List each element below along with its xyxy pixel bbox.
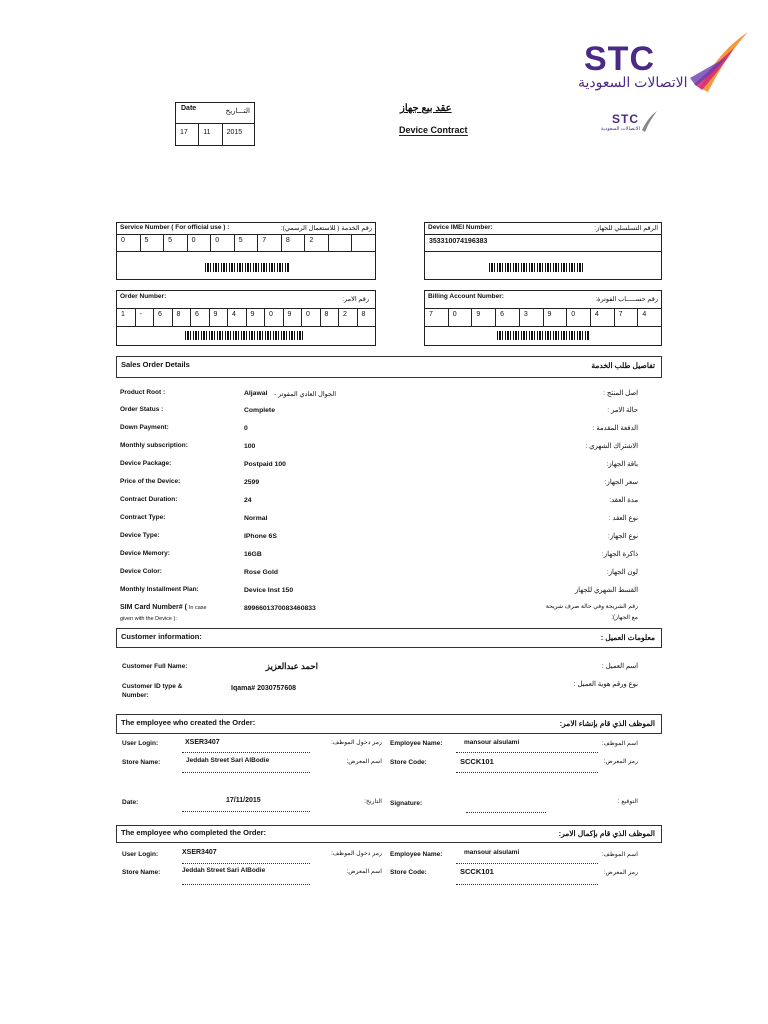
digit-cell: 0 [211,235,235,251]
sales-row-value: 0 [244,425,248,432]
digit-cell: 5 [141,235,165,251]
digit-cell: 0 [117,235,141,251]
sim-value: 8996601370083460833 [244,605,316,612]
imei-label-ar: الرقم التسلسلي للجهاز: [594,225,658,232]
customer-name-ar: اسم العميل : [601,663,638,670]
sales-row-value: 16GB [244,551,262,558]
sales-row-label-ar: القسط الشهري للجهاز [574,587,638,594]
completed-user-login-line [182,863,310,864]
digit-cell: 9 [284,309,303,326]
sales-row-value: Device Inst 150 [244,587,294,594]
sales-row-label-ar: الدفعة المقدمة : [592,425,638,432]
digit-cell: 5 [164,235,188,251]
completed-employee-name: mansour alsulami [464,849,520,856]
billing-account-label: Billing Account Number: [428,293,504,300]
sales-row-value: Normal [244,515,268,522]
created-signature-line [466,812,546,813]
date-day: 17 [176,124,199,145]
customer-header-ar: معلومات العميل : [600,633,655,642]
sales-row-value: 24 [244,497,252,504]
sales-row-label: Order Status : [120,406,164,413]
sales-row-label: Contract Type: [120,514,166,521]
sales-row-value-ar: الجوال العادي المفوتر - [274,391,336,398]
imei-label: Device IMEI Number: [428,224,493,231]
created-store-code-ar: رمز المعرض: [603,758,638,765]
billing-account-label-ar: رقم حســـــاب الفوترة: [595,296,658,303]
date-month: 11 [199,124,222,145]
order-number-digits [117,309,375,327]
created-store-code-label: Store Code: [390,759,427,766]
title-ar: عقد بيع جهاز [400,103,452,114]
sales-row-value: 2599 [244,479,260,486]
created-store-name-label: Store Name: [122,759,161,766]
billing-account-digits [425,309,661,327]
imei-box [424,222,662,280]
created-user-login: XSER3407 [185,739,220,746]
service-number-digits [117,235,375,252]
stc-logo-arabic: الاتصالات السعودية [578,74,688,90]
customer-name-value: احمد عبدالعزيز [265,661,318,671]
sales-row-value: Postpaid 100 [244,461,286,468]
sim-label-small: In case [188,605,207,611]
completed-store-name-label: Store Name: [122,869,161,876]
stc-small-logo-arabic: الاتصالات السعودية [600,126,640,132]
created-date-ar: التاريخ: [364,798,382,805]
created-store-name-ar: اسم المعرض: [346,758,382,765]
sales-order-header [116,356,662,378]
created-signature-label: Signature: [390,800,423,807]
completed-user-login-label: User Login: [122,851,159,858]
digit-cell: 9 [472,309,496,326]
completed-header [116,825,662,843]
date-label-ar: التـــاريخ [225,108,250,115]
completed-store-name-ar: اسم المعرض: [346,868,382,875]
sim-label-ar-2: مع الجهاز): [611,615,638,621]
digit-cell [329,235,353,251]
stc-small-logo [600,110,660,136]
sales-row-label-ar: سعر الجهاز: [604,479,638,486]
stc-logo [572,40,752,110]
order-number-box [116,290,376,346]
digit-cell: 4 [642,311,647,318]
digit-cell: 4 [591,309,615,326]
digit-cell: 7 [615,309,639,326]
digit-cell: 8 [282,235,306,251]
completed-employee-ar: اسم الموظف: [601,851,638,858]
completed-store-code-label: Store Code: [390,869,427,876]
stc-small-logo-text: STC [612,112,639,126]
order-number-label-ar: رقم الامر: [342,296,369,303]
digit-cell: 8 [361,311,366,318]
digit-cell: 0 [449,309,473,326]
digit-cell: 1 [117,309,136,326]
sales-row-label-ar: مدة العقد: [609,497,638,504]
sales-row-label: Down Payment: [120,424,169,431]
digit-cell: 9 [544,309,568,326]
digit-cell: 6 [496,309,520,326]
customer-id-ar: نوع ورقم هوية العميل : [573,681,638,688]
sales-row-value: IPhone 6S [244,533,277,540]
digit-cell: 2 [339,309,358,326]
sim-label [120,604,207,611]
completed-store-name: Jeddah Street Sari AlBodie [182,867,266,874]
sales-order-header-en: Sales Order Details [121,360,190,369]
created-user-login-ar: رمز دخول الموظف: [331,739,382,746]
sales-row-label-ar: لون الجهاز: [606,569,638,576]
sales-row-value: Complete [244,407,275,414]
stc-small-swoosh-icon [640,110,658,132]
created-employee-line [456,752,598,753]
digit-cell: 0 [567,309,591,326]
digit-cell: - [136,309,155,326]
customer-header-en: Customer information: [121,632,202,641]
completed-employee-label: Employee Name: [390,851,443,858]
sales-row-label-ar: اصل المنتج : [603,390,638,397]
customer-header [116,628,662,648]
digit-cell: 0 [188,235,212,251]
date-year: 2015 [226,129,243,136]
imei-value: 353310074196383 [429,238,488,245]
stc-logo-text: STC [584,40,655,78]
digit-cell: 9 [210,309,229,326]
sales-row-label: Price of the Device: [120,478,181,485]
sales-row-label-ar: ذاكرة الجهاز: [601,551,638,558]
completed-employee-line [456,863,598,864]
sales-order-header-ar: تفاصيل طلب الخدمة [591,361,655,370]
date-table [175,102,255,146]
sales-row-label: Monthly Installment Plan: [120,586,199,593]
completed-user-login-ar: رمز دخول الموظف: [331,850,382,857]
order-number-label: Order Number: [120,293,167,300]
customer-id-value: Iqama# 2030757608 [231,685,296,692]
created-store-name-line [182,772,310,773]
completed-store-name-line [182,884,310,885]
created-store-code: SCCK101 [460,757,494,766]
stc-logo-swoosh-icon [690,28,752,94]
digit-cell: 0 [302,309,321,326]
sales-row-label: Device Type: [120,532,160,539]
imei-barcode [489,263,585,272]
sales-row-label: Device Memory: [120,550,170,557]
created-date-label: Date: [122,799,139,806]
sales-row-label: Contract Duration: [120,496,178,503]
sales-row-label-ar: الاشتراك الشهري : [585,443,638,450]
digit-cell: 9 [247,309,266,326]
created-header [116,714,662,734]
completed-header-en: The employee who completed the Order: [121,828,267,837]
created-date-line [182,811,310,812]
sales-row-label-ar: نوع العقد : [608,515,638,522]
created-employee-name: mansour alsulami [464,739,520,746]
sim-label-text: SIM Card Number# ( [120,604,187,611]
service-number-label-ar: رقم الخدمة ( للاستعمال الرسمي): [280,225,372,232]
digit-cell: 6 [154,309,173,326]
digit-cell: 8 [321,309,340,326]
digit-cell: 7 [425,309,449,326]
sales-row-label-ar: نوع الجهاز: [607,533,638,540]
sales-row-label: Device Color: [120,568,162,575]
digit-cell: 4 [228,309,247,326]
created-store-code-line [456,772,598,773]
service-number-barcode [205,263,289,272]
page-title: Device Contract [399,125,468,135]
customer-id-label: Customer ID type & Number: [122,683,183,699]
digit-cell: 2 [305,235,329,251]
sales-row-label: Device Package: [120,460,172,467]
completed-user-login: XSER3407 [182,849,217,856]
sales-row-label: Product Root : [120,389,166,396]
created-employee-ar: اسم الموظف: [601,740,638,747]
completed-store-code-line [456,884,598,885]
sales-row-label-ar: باقة الجهاز: [606,461,638,468]
created-user-login-label: User Login: [122,740,159,747]
digit-cell: 7 [258,235,282,251]
completed-store-code: SCCK101 [460,867,494,876]
customer-name-label: Customer Full Name: [122,663,188,670]
created-store-name: Jeddah Street Sari AlBodie [186,757,270,764]
digit-cell: 3 [520,309,544,326]
digit-cell: 6 [191,309,210,326]
billing-account-box [424,290,662,346]
digit-cell: 5 [235,235,259,251]
created-user-login-line [182,752,310,753]
created-employee-label: Employee Name: [390,740,443,747]
sim-label-ar: رقم الشريحة وفي حالة صرف شريحة [545,604,638,610]
created-signature-ar: التوقيع : [617,798,638,805]
created-header-ar: الموظف الذي قام بإنشاء الامر: [559,719,655,728]
billing-account-barcode [497,331,589,340]
service-number-box [116,222,376,280]
digit-cell [352,235,375,251]
sales-row-value: Aljawal [244,390,268,397]
digit-cell: 8 [173,309,192,326]
completed-header-ar: الموظف الذي قام بإكمال الامر: [558,829,655,838]
order-number-barcode [185,331,305,340]
date-label: Date [181,105,197,112]
sim-label-2: given with the Device ): [120,616,177,622]
service-number-label: Service Number ( For official use ) : [120,224,230,231]
sales-row-value: 100 [244,443,256,450]
created-date: 17/11/2015 [226,797,261,804]
created-header-en: The employee who created the Order: [121,718,256,727]
sales-row-label-ar: حالة الامر : [607,407,638,414]
completed-store-code-ar: رمز المعرض: [603,869,638,876]
sales-row-value: Rose Gold [244,569,278,576]
sales-row-label: Monthly subscription: [120,442,188,449]
digit-cell: 0 [265,309,284,326]
